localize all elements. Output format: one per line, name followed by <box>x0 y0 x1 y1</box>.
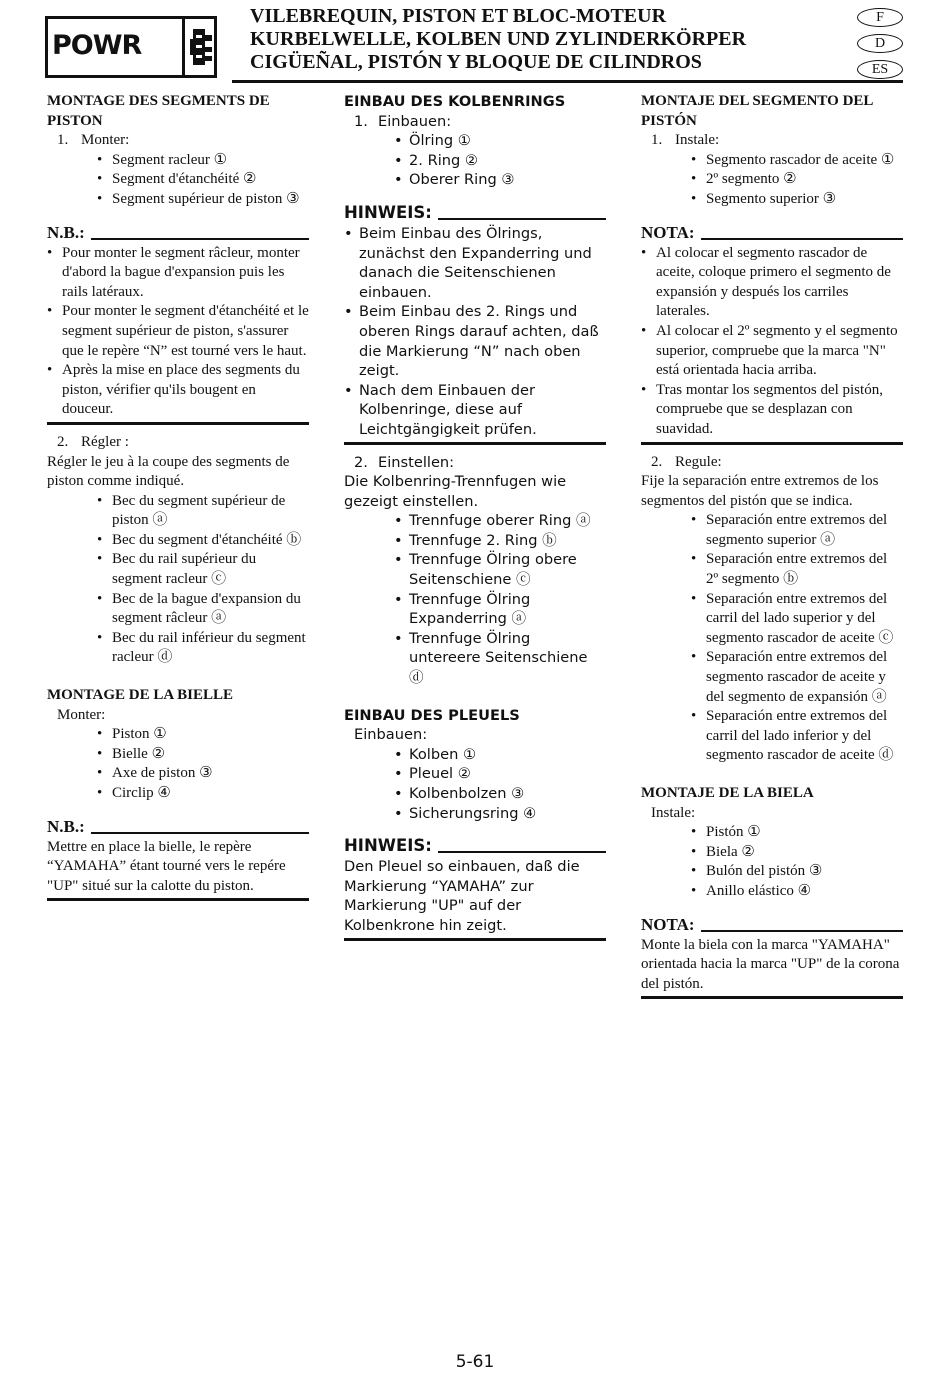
logo-text: POWR <box>52 30 142 61</box>
list-item: • Pleuel ② <box>394 764 606 784</box>
note-item: • Al colocar el 2º segmento y el segmento superior, compruebe que la marca "N" está orientada hacia arriba. <box>641 322 903 381</box>
list-item: • 2º segmento ② <box>691 170 903 190</box>
section-heading: MONTAJE DE LA BIELA <box>641 785 814 801</box>
list-item: • Bec du segment d'étanchéité ⓑ <box>97 531 309 551</box>
column-french <box>47 92 309 901</box>
note-list <box>344 224 606 440</box>
note-label: NOTA: <box>641 222 695 242</box>
item-list <box>344 745 606 823</box>
paragraph: Fije la separación entre extremos de los segmentos del pistón que se indica. <box>641 473 879 509</box>
list-item: • Biela ② <box>691 843 903 863</box>
step: 2. Regule: <box>651 453 722 470</box>
item-list <box>47 492 309 668</box>
step: 1. Monter: <box>57 132 130 149</box>
note-end-rule <box>344 938 606 941</box>
note-label: N.B.: <box>47 222 85 242</box>
note-label: NOTA: <box>641 914 695 934</box>
page-number: 5-61 <box>455 1352 495 1372</box>
step: 2. Einstellen: <box>354 453 455 471</box>
list-item: • Anillo elástico ④ <box>691 882 903 902</box>
header-rule <box>232 80 903 83</box>
note-item: • Nach dem Einbauen der Kolbenringe, diese auf Leichtgängigkeit prüfen. <box>344 381 606 440</box>
note-header <box>344 202 606 224</box>
list-item: • Pistón ① <box>691 823 903 843</box>
list-item: • Segment d'étanchéité ② <box>97 170 309 190</box>
note-header <box>641 914 903 936</box>
note-label: HINWEIS: <box>344 836 432 856</box>
language-badge-es: ES <box>857 60 903 79</box>
list-item: • Segmento superior ③ <box>691 190 903 210</box>
item-list <box>344 131 606 190</box>
step: 1. Einbauen: <box>354 112 452 130</box>
note-header <box>641 222 903 244</box>
note-header <box>47 816 309 838</box>
note-text: Mettre en place la bielle, le repère “YAMAHA” étant tourné vers le repére "UP" situé sur la calotte du piston. <box>47 838 286 894</box>
page-titles <box>250 5 840 74</box>
list-item: • Oberer Ring ③ <box>394 170 606 190</box>
note-item: • Pour monter le segment râcleur, monter d'abord la bague d'expansion puis les rails latéraux. <box>47 244 309 303</box>
item-list <box>344 511 606 687</box>
section-heading: EINBAU DES KOLBENRINGS <box>344 93 566 110</box>
column-german <box>344 92 606 941</box>
list-item: • Separación entre extremos del 2º segmento ⓑ <box>691 550 903 589</box>
language-badges <box>857 8 903 86</box>
list-item: • Separación entre extremos del segmento superior ⓐ <box>691 511 903 550</box>
item-list <box>641 151 903 210</box>
step: Einbauen: <box>354 726 428 744</box>
list-item: • 2. Ring ② <box>394 151 606 171</box>
list-item: • Bec du segment supérieur de piston ⓐ <box>97 492 309 531</box>
list-item: • Trennfuge oberer Ring ⓐ <box>394 511 606 531</box>
list-item: • Separación entre extremos del carril del lado superior y del segmento rascador de aceite ⓒ <box>691 590 903 649</box>
language-badge-d: D <box>857 34 903 53</box>
note-text: Den Pleuel so einbauen, daß die Markierung “YAMAHA” zur Markierung "UP" auf der Kolbenkrone hin zeigt. <box>344 858 580 934</box>
list-item: • Ölring ① <box>394 131 606 151</box>
list-item: • Trennfuge Ölring obere Seitenschiene ⓒ <box>394 550 606 589</box>
note-header <box>47 222 309 244</box>
paragraph: Die Kolbenring-Trennfugen wie gezeigt einstellen. <box>344 473 567 510</box>
step: Monter: <box>57 706 106 723</box>
list-item: • Kolbenbolzen ③ <box>394 784 606 804</box>
list-item: • Segment supérieur de piston ③ <box>97 190 309 210</box>
title-fr: VILEBREQUIN, PISTON ET BLOC-MOTEUR <box>250 5 667 27</box>
list-item: • Trennfuge Ölring untereere Seitenschiene ⓓ <box>394 629 606 688</box>
note-label: HINWEIS: <box>344 202 432 222</box>
note-text: Monte la biela con la marca "YAMAHA" orientada hacia la marca "UP" de la corona del pistón. <box>641 936 900 992</box>
note-item: • Beim Einbau des Ölrings, zunächst den Expanderring und danach die Seitenschienen einbauen. <box>344 224 606 302</box>
list-item: • Bec de la bague d'expansion du segment râcleur ⓐ <box>97 590 309 629</box>
list-item: • Circlip ④ <box>97 784 309 804</box>
logo-divider <box>182 16 185 78</box>
note-item: • Tras montar los segmentos del pistón, compruebe que se desplazan con suavidad. <box>641 381 903 440</box>
paragraph: Régler le jeu à la coupe des segments de piston comme indiqué. <box>47 453 290 490</box>
list-item: • Sicherungsring ④ <box>394 804 606 824</box>
list-item: • Bulón del pistón ③ <box>691 862 903 882</box>
item-list <box>641 511 903 766</box>
powr-logo <box>45 16 217 78</box>
list-item: • Piston ① <box>97 725 309 745</box>
note-label: N.B.: <box>47 816 85 836</box>
column-spanish <box>641 92 903 999</box>
note-item: • Pour monter le segment d'étanchéité et le segment supérieur de piston, s'assurer que le repère “N” est tourné vers le haut. <box>47 302 309 361</box>
list-item: • Kolben ① <box>394 745 606 765</box>
title-es: CIGÜEÑAL, PISTÓN Y BLOQUE DE CILINDROS <box>250 51 702 73</box>
note-item: • Beim Einbau des 2. Rings und oberen Rings darauf achten, daß die Markierung “N” nach oben zeigt. <box>344 302 606 380</box>
section-heading: EINBAU DES PLEUELS <box>344 706 520 724</box>
list-item: • Segmento rascador de aceite ① <box>691 151 903 171</box>
section-heading: MONTAGE DES SEGMENTS DE PISTON <box>47 93 270 129</box>
section-heading: MONTAGE DE LA BIELLE <box>47 687 234 704</box>
title-de: KURBELWELLE, KOLBEN UND ZYLINDERKÖRPER <box>250 28 747 50</box>
note-list <box>47 244 309 420</box>
language-badge-f: F <box>857 8 903 27</box>
section-heading: MONTAJE DEL SEGMENTO DEL PISTÓN <box>641 93 873 129</box>
note-end-rule <box>47 898 309 901</box>
list-item: • Separación entre extremos del carril del lado inferior y del segmento rascador de aceite ⓓ <box>691 707 903 766</box>
note-list <box>641 244 903 440</box>
item-list <box>641 823 903 901</box>
list-item: • Bielle ② <box>97 745 309 765</box>
list-item: • Trennfuge 2. Ring ⓑ <box>394 531 606 551</box>
list-item: • Axe de piston ③ <box>97 764 309 784</box>
step: 1. Instale: <box>651 132 720 149</box>
item-list <box>47 151 309 210</box>
step: Instale: <box>651 804 696 821</box>
note-end-rule <box>641 996 903 999</box>
step: 2. Régler : <box>57 433 129 450</box>
note-item: • Après la mise en place des segments du piston, vérifier qu'ils bougent en douceur. <box>47 361 309 420</box>
list-item: • Trennfuge Ölring Expanderring ⓐ <box>394 590 606 629</box>
list-item: • Separación entre extremos del segmento rascador de aceite y del segmento de expansión ⓐ <box>691 648 903 707</box>
item-list <box>47 725 309 803</box>
list-item: • Segment racleur ① <box>97 151 309 171</box>
list-item: • Bec du rail inférieur du segment racleur ⓓ <box>97 629 309 668</box>
list-item: • Bec du rail supérieur du segment racleur ⓒ <box>97 550 309 589</box>
note-header <box>344 835 606 857</box>
note-item: • Al colocar el segmento rascador de aceite, coloque primero el segmento de expansión y después los carriles laterales. <box>641 244 903 322</box>
engine-icon <box>190 25 214 69</box>
